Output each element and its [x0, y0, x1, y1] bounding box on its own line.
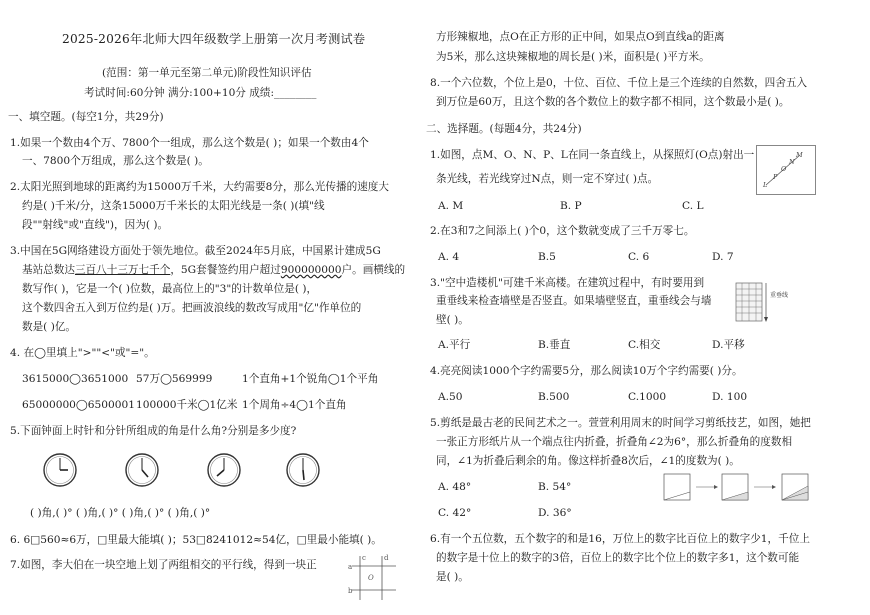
answer-option: B.垂直	[538, 339, 571, 351]
question-text: 壁( )。	[436, 314, 469, 326]
question-text: 2.太阳光照到地球的距离约为15000万千米，大约需要8分，那么光传播的速度大	[10, 181, 389, 193]
searchlight-figure	[756, 145, 816, 195]
figure-label: P	[773, 173, 778, 181]
question-text: 1.如果一个数由4个万、7800个一组成，那么这个数是( )；如果一个数由4个	[10, 137, 369, 149]
exam-info: 考试时间:60分钟 满分:100+10分 成绩:________	[84, 87, 317, 99]
question-text: 1.如图，点M、O、N、P、L在同一条直线上，从探照灯(O点)射出一	[430, 149, 755, 161]
figure-label: c	[362, 554, 366, 562]
question-text: 这个数四舍五入到万位约是( )万。把画波浪线的数改写成用"亿"作单位的	[22, 302, 362, 314]
question-text: 2.在3和7之间添上( )个0，这个数就变成了三千万零七。	[430, 225, 695, 237]
compare-item: 1个直角+1个锐角◯1个平角	[242, 373, 379, 385]
figure-label: L	[763, 181, 768, 189]
question-text: 段""射线"或"直线")，因为( )。	[22, 219, 169, 231]
figure-label: a	[348, 563, 353, 571]
question-text: 方形辣椒地，点O在正方形的正中间，如果点O到直线a的距离	[436, 31, 725, 43]
clock-icon	[42, 452, 78, 488]
answer-option: A. M	[438, 200, 464, 212]
question-text: 7.如图，李大伯在一块空地上划了两组相交的平行线，得到一块正	[10, 559, 317, 571]
question-text: 5.剪纸是最古老的民间艺术之一。萱萱利用周末的时间学习剪纸技艺，如图，她把	[430, 417, 811, 429]
clock-icon	[124, 452, 160, 488]
question-text: 4. 在◯里填上">""<"或"="。	[10, 347, 155, 359]
answer-option: B.5	[538, 251, 556, 263]
answer-option: A. 4	[438, 251, 460, 263]
question-text: 5.下面钟面上时针和分针所组成的角是什么角?分别是多少度?	[10, 425, 297, 437]
underlined-number: 三百八十三万七千个	[74, 264, 171, 276]
answer-option: B. P	[560, 200, 582, 212]
page-title: 2025-2026年北师大四年级数学上册第一次月考测试卷	[62, 32, 366, 46]
question-text: 4.亮亮阅读1000个字约需要5分，那么阅读10万个字约需要( )分。	[430, 365, 743, 377]
wavy-number: 900000000	[280, 264, 342, 276]
question-text: ( )角,( )° ( )角,( )° ( )角,( )° ( )角,( )°	[30, 507, 211, 519]
question-text: 条光线，若光线穿过N点，则一定不穿过( )点。	[436, 173, 659, 185]
clock-icon	[285, 452, 321, 488]
question-text: 一、7800个万组成，那么这个数是( )。	[22, 155, 209, 167]
answer-option: C. 6	[628, 251, 650, 263]
question-text: 同，∠1为折叠后剩余的角。像这样折叠8次后，∠1的度数为( )。	[436, 455, 740, 467]
answer-option: C. L	[682, 200, 704, 212]
answer-option: C.相交	[628, 339, 661, 351]
section-heading: 一、填空题。(每空1分，共29分)	[8, 111, 164, 123]
question-text: 6.有一个五位数，五个数字的和是16，万位上的数字比百位上的数字少1，千位上	[430, 533, 810, 545]
question-text: 为5米，那么这块辣椒地的周长是( )米，面积是( )平方米。	[436, 51, 710, 63]
compare-item: 65000000◯6500001	[22, 399, 135, 411]
question-text	[22, 263, 405, 277]
answer-option: D. 7	[712, 251, 734, 263]
question-text: 重垂线来检查墙壁是否竖直。如果墙壁竖直，重垂线会与墙	[436, 295, 712, 307]
figure-label: 重垂线	[770, 292, 789, 299]
plumb-line-figure	[734, 281, 794, 325]
exam-scope: (范围：第一单元至第二单元)阶段性知识评估	[102, 67, 312, 79]
answer-option: B. 54°	[538, 481, 572, 493]
question-text: 3.中国在5G网络建设方面处于领先地位。截至2024年5月底，中国累计建成5G	[10, 245, 381, 257]
answer-option: B.500	[538, 391, 570, 403]
question-text: 是( )。	[436, 571, 469, 583]
answer-option: D. 36°	[538, 507, 572, 519]
paper-fold-figure	[662, 470, 836, 504]
figure-label: M	[796, 151, 803, 159]
answer-option: D.平移	[712, 339, 745, 351]
answer-option: A. 48°	[438, 481, 472, 493]
question-text: 8.一个六位数，个位上是0，十位、百位、千位上是三个连续的自然数，四舍五入	[430, 77, 808, 89]
compare-item: 57万◯569999	[136, 373, 213, 385]
question-text: 3."空中造楼机"可建千米高楼。在建筑过程中，有时要用到	[430, 277, 705, 289]
answer-option: C. 42°	[438, 507, 472, 519]
figure-label: O	[368, 574, 374, 582]
question-text: 一张正方形纸片从一个端点往内折叠，折叠角∠2为6°，那么折叠角的度数相	[436, 436, 793, 448]
question-text: ，5G套餐签约用户超过	[170, 264, 281, 276]
question-text: 数是( )亿。	[22, 321, 77, 333]
answer-option: D. 100	[712, 391, 748, 403]
compare-item: 100000千米◯1亿米	[136, 399, 238, 411]
question-text: 基站总数达	[22, 264, 75, 276]
figure-label: N	[789, 158, 795, 166]
question-text: 约是( )千米/分，这条15000万千米长的太阳光线是一条( )(填"线	[22, 200, 325, 212]
compare-item: 1个周角÷4◯1个直角	[242, 399, 347, 411]
figure-label: b	[348, 587, 353, 595]
figure-label: d	[384, 554, 389, 562]
compare-item: 3615000◯3651000	[22, 373, 129, 385]
figure-label: O	[781, 165, 787, 173]
question-text: 的数字是十位上的数字的3倍，百位上的数字比个位上的数字多1，这个数可能	[436, 552, 800, 564]
question-text: 到万位是60万，且这个数的各个数位上的数字都不相同，这个数最小是( )。	[436, 96, 790, 108]
section-heading: 二、选择题。(每题4分，共24分)	[426, 123, 582, 135]
question-text: 户。画横线的	[341, 264, 406, 276]
answer-option: A.50	[438, 391, 463, 403]
answer-option: A.平行	[438, 339, 471, 351]
question-text: 数写作( )，它是一个( )位数，最高位上的"3"的计数单位是( )，	[22, 283, 318, 295]
answer-option: C.1000	[628, 391, 667, 403]
clock-icon	[206, 452, 242, 488]
question-text: 6. 6□560≈6万，□里最大能填( )；53□8241012≈54亿，□里最小能填( )。	[10, 534, 382, 546]
parallel-lines-figure	[346, 552, 398, 602]
